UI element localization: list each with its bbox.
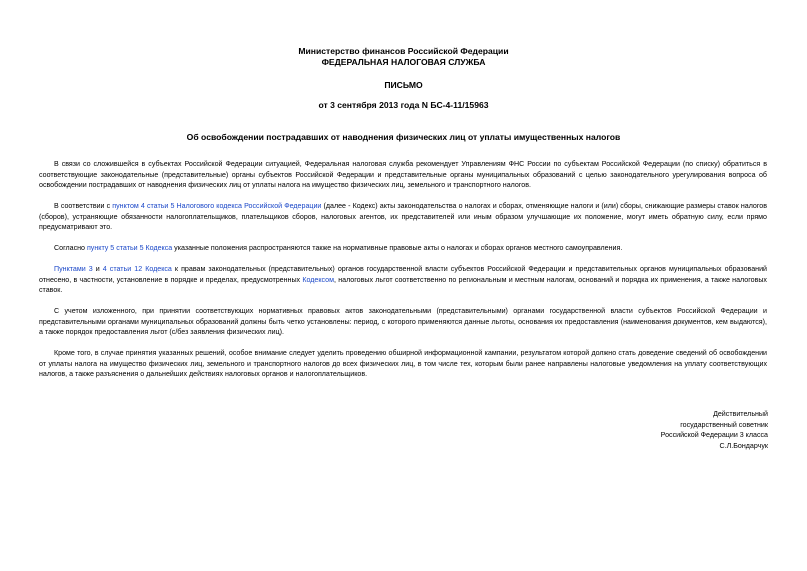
paragraph-1: В связи со сложившейся в субъектах Российской Федерации ситуацией, Федеральная налоговая служба рекомендует Управлениям ФНС России по субъектам Российской Федерации (по списку) обратиться в соответствующие законодательные (представительные) органы субъектов Российской Федерации и представительные органы муниципальных образований с целью законодательного урегулирования вопроса об освобождении пострадавших от наводнения физических лиц от уплаты налога на имущество физических лиц, земельного и транспортного налогов.	[39, 160, 767, 189]
signature-signer-name: С.Л.Бондарчук	[719, 441, 768, 450]
document-subject: Об освобождении пострадавших от наводнения физических лиц от уплаты имущественных налогов	[186, 132, 621, 142]
service-name: ФЕДЕРАЛЬНАЯ НАЛОГОВАЯ СЛУЖБА	[321, 57, 486, 67]
link-code-article-5-point-5[interactable]: пункту 5 статьи 5 Кодекса	[86, 244, 173, 252]
paragraph-4-text-middle: к правам законодательных (представительных) органов государственной власти субъектов Российской Федерации и представительных органов муниципальных образований отнесено, в частности, установление в порядке и пределах, предусмотренных	[39, 265, 768, 284]
link-tax-code-article-5-point-4[interactable]: пунктом 4 статьи 5 Налогового кодекса Российской Федерации	[112, 202, 322, 210]
paragraph-2-text-end: (далее - Кодекс) акты законодательства о налогах и сборах, отменяющие налоги и (или) сборы, снижающие размеры ставок налогов (сборов), устраняющие обязанности налогоплательщиков, плательщиков сборов, налоговых агентов, их представителей или иным образом улучшающие их положение, могут иметь обратную силу, если прямо предусматривают это.	[39, 202, 768, 231]
paragraph-4	[39, 264, 767, 296]
paragraph-3	[39, 243, 767, 254]
paragraph-2	[39, 201, 767, 233]
signature-rank-line-3: Российской Федерации 3 класса	[660, 431, 768, 440]
document-date-number: от 3 сентября 2013 года N БС-4-11/15963	[318, 100, 489, 110]
paragraph-6: Кроме того, в случае принятия указанных решений, особое внимание следует уделить проведению обширной информационной кампании, результатом которой должно стать доведение сведений об освобождении от уплаты налога на имущество физических лиц, земельного и транспортного налогов до всех физических лиц, в том числе тех, которым были ранее направлены налоговые уведомления на уплату соответствующих налогов, а также разъяснения о дальнейших действиях налоговых органов и налогоплательщиков.	[39, 349, 767, 378]
signature-block	[661, 409, 768, 451]
paragraph-3-text-start: Согласно	[54, 244, 87, 252]
document-type: ПИСЬМО	[384, 80, 423, 90]
link-article-12-point-4[interactable]: 4 статьи 12 Кодекса	[102, 265, 172, 273]
paragraph-4-text-end: , налоговых льгот соответственно по региональным и местным налогам, оснований и порядка их применения, а также налоговых ставок.	[39, 275, 767, 294]
signature-rank-line-1: Действительный	[713, 410, 768, 418]
ministry-name: Министерство финансов Российской Федерации	[298, 46, 509, 56]
paragraph-4-text-and: и	[92, 265, 103, 273]
signature-rank-line-2: государственный советник	[680, 420, 768, 429]
paragraph-5: С учетом изложенного, при принятии соответствующих нормативных правовых актов законодательными (представительными) органами государственной власти субъектов Российской Федерации и представительными органами муниципальных образований должны быть четко установлены: период, с которого применяются данные льготы, основания их предоставления (наименования документов, кем выдаются), а также порядок предоставления льгот (с/без заявления физических лиц).	[39, 307, 767, 336]
link-code[interactable]: Кодексом	[302, 275, 334, 284]
paragraph-2-text-start: В соответствии с	[54, 202, 113, 210]
paragraph-3-text-end: указанные положения распространяются также на нормативные правовые акты о налогах и сборах органов местного самоуправления.	[172, 244, 623, 252]
link-points-3[interactable]: Пунктами 3	[54, 265, 93, 273]
